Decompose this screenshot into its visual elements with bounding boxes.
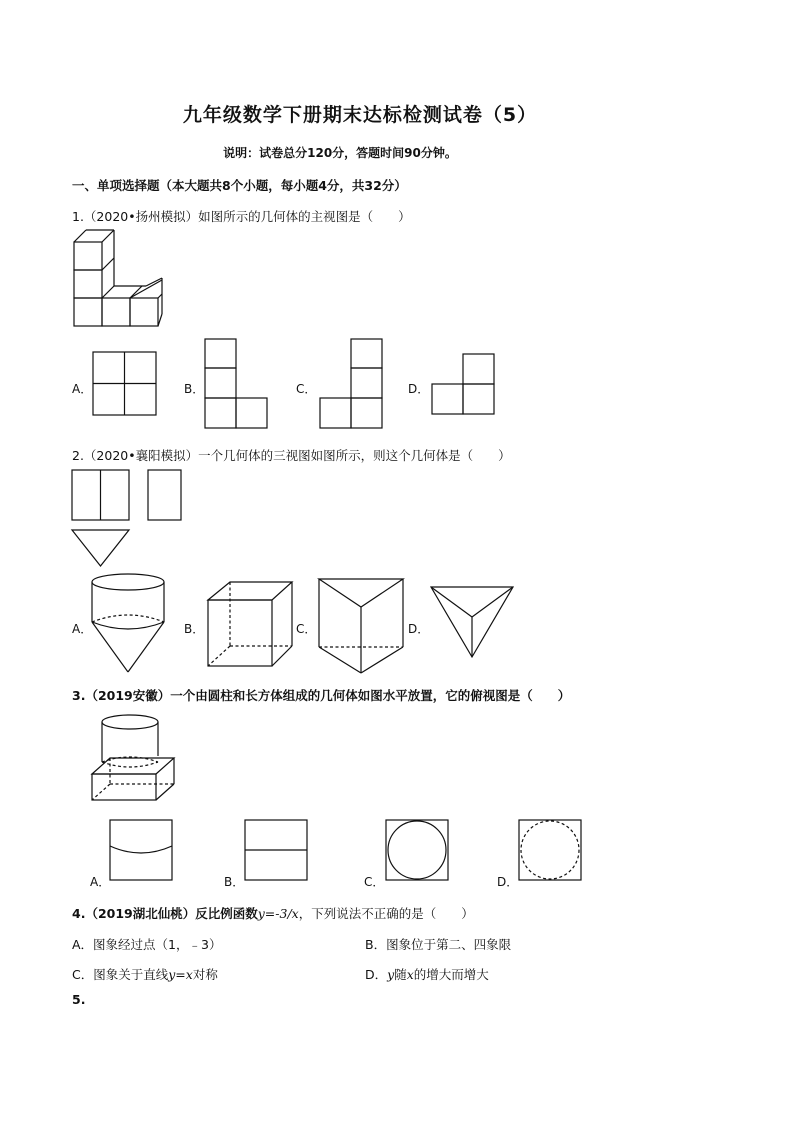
- q4-option-c[interactable]: [72, 965, 218, 983]
- q4-option-b[interactable]: B．图象位于第二、四象限: [365, 937, 512, 952]
- q2-option-b-figure[interactable]: [206, 580, 296, 670]
- question-4-prefix: 4.（2019湖北仙桃）反比例函数: [72, 906, 258, 921]
- q1-solid-figure: [72, 228, 167, 328]
- q1-option-a-label: A．: [72, 382, 93, 396]
- q1-option-c-figure[interactable]: [320, 339, 384, 429]
- question-2-text: 2.（2020•襄阳模拟）一个几何体的三视图如图所示，则这个几何体是（ ）: [72, 448, 511, 463]
- q3-option-d-figure[interactable]: [519, 820, 583, 882]
- q1-option-b-figure[interactable]: [205, 339, 269, 429]
- q2-option-a-label: A．: [72, 622, 93, 636]
- question-1-text: 1.（2020•扬州模拟）如图所示的几何体的主视图是（ ）: [72, 209, 411, 224]
- exam-note: 说明：试卷总分120分，答题时间90分钟。: [223, 146, 457, 160]
- q1-option-d-label: D．: [408, 382, 430, 396]
- q2-three-views-figure: [72, 470, 184, 568]
- q3-solid-figure: [90, 712, 180, 804]
- q2-option-d-label: D．: [408, 622, 430, 636]
- question-4-suffix: ，下列说法不正确的是（ ）: [298, 906, 474, 921]
- question-5-number: 5.: [72, 992, 86, 1007]
- q1-option-d-figure[interactable]: [432, 354, 496, 416]
- q2-option-b-label: B．: [184, 622, 205, 636]
- q1-option-a-figure[interactable]: [93, 352, 157, 416]
- q2-option-a-figure[interactable]: [90, 572, 170, 674]
- q3-option-b-figure[interactable]: [245, 820, 309, 882]
- q1-option-b-label: B．: [184, 382, 205, 396]
- question-4-formula: y=-3/x: [257, 906, 299, 921]
- q4-option-a[interactable]: A．图象经过点（1，﹣3）: [72, 937, 222, 952]
- q4-option-d-var-y: y: [387, 967, 395, 982]
- q4-option-d[interactable]: [365, 965, 489, 983]
- q3-option-a-figure[interactable]: [110, 820, 174, 882]
- q2-option-d-figure[interactable]: [429, 585, 515, 659]
- q2-option-c-label: C．: [296, 622, 317, 636]
- page-title: 九年级数学下册期末达标检测试卷（5）: [182, 104, 538, 126]
- q4-option-d-pre: D．: [365, 967, 388, 982]
- question-4-text: [72, 904, 474, 922]
- q1-option-c-label: C．: [296, 382, 317, 396]
- q3-option-a-label: A．: [90, 875, 111, 889]
- q4-option-d-mid: 随: [394, 967, 407, 982]
- q4-option-d-post: 的增大而增大: [413, 967, 489, 982]
- q4-option-c-post: 对称: [192, 967, 218, 982]
- q4-option-c-formula: y=x: [168, 967, 193, 982]
- section-heading: 一、单项选择题（本大题共8个小题，每小题4分，共32分）: [72, 178, 407, 193]
- q3-option-b-label: B．: [224, 875, 245, 889]
- question-3-label: 3.（2019安徽）一个由圆柱和长方体组成的几何体如图水平放置，它的俯视图是（ ）: [72, 688, 571, 703]
- q4-option-c-pre: C．图象关于直线: [72, 967, 169, 982]
- q3-option-d-label: D．: [497, 875, 519, 889]
- q2-option-c-figure[interactable]: [317, 577, 405, 675]
- q4-option-d-var-x: x: [406, 967, 414, 982]
- q3-option-c-label: C．: [364, 875, 385, 889]
- question-3-text: [72, 686, 570, 704]
- q3-option-c-figure[interactable]: [386, 820, 450, 882]
